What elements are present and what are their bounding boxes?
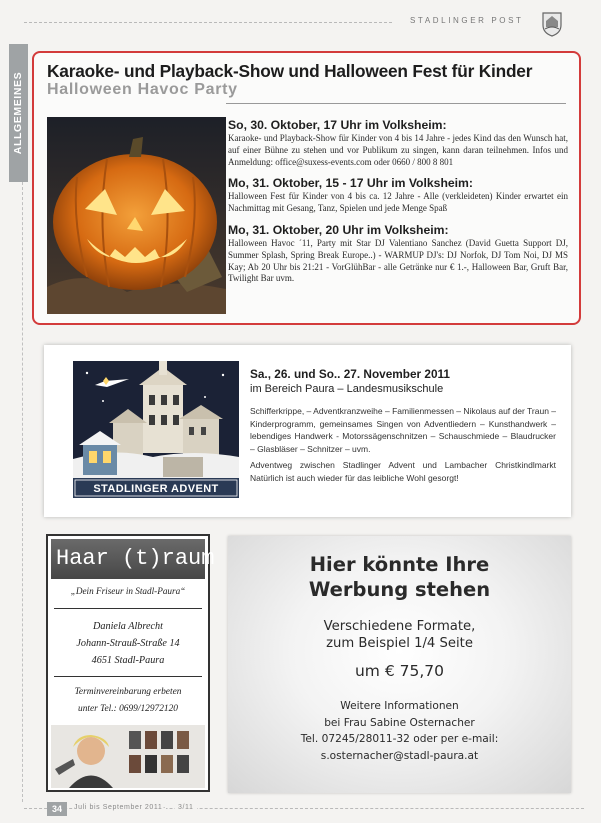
advent-logo-text: STADLINGER ADVENT: [93, 483, 219, 495]
ad-formats: [228, 618, 571, 652]
event-3: [228, 222, 568, 285]
appointment-note: Terminvereinbarung erbeten: [74, 687, 182, 697]
contact-phone: Tel. 07245/28011-32 oder per e-mail:: [300, 733, 499, 745]
street-address: Johann-Strauß-Straße 14: [76, 638, 180, 649]
event-description: Karaoke- und Playback-Show für Kinder von 4 bis 14 Jahre - jedes Kind das den Wunsch hat, auf einer Bühne zu stehen und vor Publikum zu singen, kann daran teilnehmen. Infos und Anmeldung: office@suxess-events.com oder 0660 / 800 8 801: [228, 133, 568, 167]
article-subtitle: Halloween Havoc Party: [47, 81, 238, 98]
advent-illustration: [73, 361, 239, 498]
ad-price: um € 75,70: [354, 662, 444, 680]
event-list: [228, 117, 568, 292]
event-heading: Mo, 31. Oktober, 20 Uhr im Volksheim:: [228, 222, 449, 237]
ad-headline-line: Werbung stehen: [308, 578, 491, 601]
contact-line: Weitere Informationen: [340, 700, 459, 712]
ad-formats-line: Verschiedene Formate,: [323, 619, 476, 634]
event-1: [228, 117, 568, 168]
coat-of-arms-icon: [541, 11, 563, 37]
hairdresser-ad: [46, 534, 215, 792]
owner-name: Daniela Albrecht: [93, 621, 163, 632]
header-divider: [24, 22, 392, 23]
event-heading: So, 30. Oktober, 17 Uhr im Volksheim:: [228, 118, 447, 132]
advent-announcement: [44, 345, 571, 517]
advertising-offer: [228, 536, 571, 793]
phone-number: unter Tel.: 0699/12972120: [78, 704, 178, 714]
advent-description: [250, 405, 556, 485]
ad-divider: [54, 676, 202, 677]
ad-headline: [228, 552, 571, 602]
ad-divider: [54, 608, 202, 609]
footer-separator: ·: [163, 804, 166, 812]
contact-email: s.osternacher@stadl-paura.at: [320, 749, 479, 762]
appointment-info: [48, 684, 208, 718]
publication-name: STADLINGER POST: [410, 16, 524, 25]
event-heading: Mo, 31. Oktober, 15 - 17 Uhr im Volksheim:: [228, 176, 473, 191]
advent-venue: im Bereich Paura – Landesmusikschule: [250, 383, 444, 395]
ad-headline-line: Hier könnte Ihre: [309, 553, 490, 576]
hairdresser-tagline: „Dein Friseur in Stadl-Paura“: [70, 586, 186, 596]
ad-formats-line: zum Beispiel 1/4 Seite: [326, 636, 473, 651]
article-title: Karaoke- und Playback-Show und Halloween Fest für Kinder: [47, 61, 533, 81]
advent-date: Sa., 26. und So.. 27. November 2011: [250, 367, 450, 381]
issue-period: Juli bis September 2011: [74, 804, 166, 811]
subtitle-rule: [226, 103, 566, 104]
event-2: [228, 175, 568, 215]
margin-divider: [22, 182, 23, 802]
hairstyle-photos: [51, 725, 205, 788]
event-description: Halloween Fest für Kinder von 4 bis ca. 12 Jahre - Alle (verkleideten) Kinder erwartet ein Nachmittag mit Gesang, Tanz, Spielen und jede Menge Spaß: [228, 191, 568, 214]
page-number: 34: [47, 802, 67, 816]
halloween-article: [32, 51, 581, 325]
contact-person: bei Frau Sabine Osternacher: [324, 716, 475, 729]
hairdresser-address: [48, 618, 208, 669]
issue-number: 3/11: [175, 804, 197, 811]
advent-program: Schifferkrippe, – Adventkranzweihe – Familienmessen – Nikolaus auf der Traun – Kinderprogramm, gemeinsames Singen von Adventliedern – Kunsthandwerk – lebendiges Handwerk - Motorssägenschnitzen – Schauschmiede – Blaudrucker – Glasbläser – Schnitzer – uvm.: [250, 406, 557, 454]
ad-contact-info: [228, 698, 571, 764]
hairdresser-logo: Haar (t)raum: [51, 539, 205, 579]
event-description: Halloween Havoc ´11, Party mit Star DJ Valentiano Sanchez (David Guetta Support DJ, Summer Splash, Spring Break Europe..) - WARMUP DJ's: DJ Norfok, DJ Tom Noi, DJ MS Kay; Ab 20 Uhr bis 21:21 - VorGlühBar - alle Getränke nur € 1.-, Halloween Bar, Gruft Bar, Twilight Bar uvm.: [228, 237, 568, 284]
advent-path-note: Adventweg zwischen Stadlinger Advent und Lambacher Christkindlmarkt Natürlich ist auch wieder für das leibliche Wohl gesorgt!: [250, 460, 556, 483]
pumpkin-photo: [47, 117, 226, 314]
section-tab-label: ALLGEMEINES: [12, 71, 24, 155]
city-address: 4651 Stadl-Paura: [91, 655, 165, 666]
